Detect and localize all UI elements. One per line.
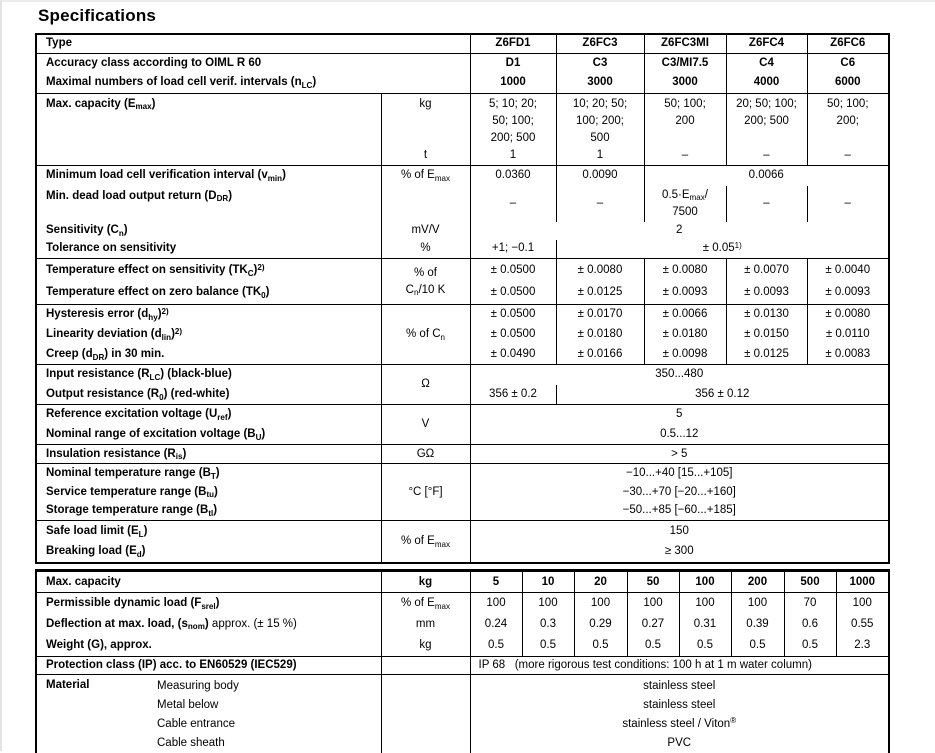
value-cell: ± 0.0070 bbox=[726, 259, 807, 282]
value-cell: ± 0.0500 bbox=[470, 259, 556, 282]
row-label: Maximal numbers of load cell verif. intervals $(n_{LC})$ bbox=[46, 76, 317, 91]
row-label: Breaking load $(E_d)$ bbox=[46, 545, 146, 559]
value-cell: ± 0.0066 bbox=[644, 305, 726, 325]
window-top-edge bbox=[0, 0, 935, 2]
model-header: Z6FD1 bbox=[470, 34, 556, 53]
value-cell: ± 0.0098 bbox=[644, 345, 726, 365]
value-cell: 0.5 bbox=[627, 635, 679, 657]
value-cell: +1; −0.1 bbox=[470, 240, 556, 259]
value-cell: ± 0.0500 bbox=[470, 282, 556, 305]
row-deflection bbox=[36, 614, 889, 635]
row-label: Insulation resistance $(R_{is})$ bbox=[36, 445, 381, 464]
capacity-header-cell: 10 bbox=[522, 571, 574, 593]
value-cell: ± 0.0500 bbox=[470, 325, 556, 345]
value-cell: – bbox=[644, 147, 726, 166]
row-label: Permissible dynamic load $(F_{srel})$ bbox=[36, 593, 381, 614]
row-label-suffix: approx. (± 15 %) bbox=[211, 617, 297, 630]
unit-cell: kg bbox=[381, 93, 470, 147]
material-part: Metal below bbox=[157, 698, 219, 711]
unit-cell: % of $E_{max}$ bbox=[381, 521, 470, 563]
material-value: stainless steel bbox=[643, 679, 716, 692]
value-cell: 0.5 bbox=[574, 635, 627, 657]
value-cell: 0.29 bbox=[574, 614, 627, 635]
value-cell: 2 bbox=[470, 222, 889, 240]
unit-cell: % of $C_n$ bbox=[381, 305, 470, 365]
material-value: stainless steel bbox=[643, 698, 716, 711]
material-part: Cable entrance bbox=[157, 717, 235, 730]
value-cell: – bbox=[726, 186, 807, 222]
unit-cell: % bbox=[381, 240, 470, 259]
row-label: Output resistance $(R_0)$ (red-white) bbox=[46, 387, 230, 402]
capacity-header-cell: 5 bbox=[470, 571, 522, 593]
material-part: Measuring body bbox=[157, 679, 239, 692]
value-cell: 0.5 bbox=[522, 635, 574, 657]
value-cell: ± 0.0500 bbox=[470, 305, 556, 325]
row-label: Service temperature range $(B_{tu})$ bbox=[46, 485, 218, 500]
unit-cell: mm bbox=[381, 614, 470, 635]
value-cell: 10; 20; 50; 100; 200; 500 bbox=[556, 93, 644, 147]
row-input-resistance bbox=[36, 365, 889, 385]
unit-cell: kg bbox=[381, 635, 470, 657]
value-cell: 1000 bbox=[470, 73, 556, 93]
value-cell: ≥ 300 bbox=[470, 542, 889, 563]
value-cell: C3 bbox=[556, 53, 644, 73]
material-part: Cable sheath bbox=[157, 736, 225, 749]
row-label: Creep $(d_{DR})$ in 30 min. bbox=[46, 347, 165, 362]
model-header: Z6FC3MI bbox=[644, 34, 726, 53]
row-label: Reference excitation voltage $(U_{ref})$ bbox=[36, 405, 381, 425]
unit-cell: kg bbox=[381, 571, 470, 593]
model-header: Z6FC4 bbox=[726, 34, 807, 53]
unit-cell: % of $C_n/10$ K bbox=[381, 259, 470, 305]
material-label: Material bbox=[46, 678, 90, 691]
value-cell: −10...+40 [15...+105] bbox=[470, 464, 889, 483]
row-label: Type bbox=[46, 37, 72, 50]
value-cell: 4000 bbox=[726, 73, 807, 93]
value-cell: C4 bbox=[726, 53, 807, 73]
row-label: Linearity deviation $(d_{lin})^{2)}$ bbox=[46, 326, 183, 342]
value-cell: 100 bbox=[574, 593, 627, 614]
value-cell: 356 ± 0.12 bbox=[556, 385, 889, 405]
value-cell: 100 bbox=[836, 593, 889, 614]
value-cell: – bbox=[726, 147, 807, 166]
value-cell: 5 bbox=[470, 405, 889, 425]
value-cell: 100 bbox=[627, 593, 679, 614]
value-cell: 3000 bbox=[644, 73, 726, 93]
value-cell: 0.5 bbox=[679, 635, 731, 657]
unit-cell: GΩ bbox=[381, 445, 470, 464]
value-cell: −50...+85 [−60...+185] bbox=[470, 502, 889, 521]
value-cell: ± 0.0180 bbox=[644, 325, 726, 345]
row-dynamic-load bbox=[36, 593, 889, 614]
row-label: Max. capacity bbox=[46, 575, 121, 588]
value-cell: ± $0.05^{1)}$ bbox=[556, 240, 889, 259]
value-cell: – bbox=[470, 186, 556, 222]
value-cell: ± 0.0125 bbox=[726, 345, 807, 365]
value-cell: ± 0.0180 bbox=[556, 325, 644, 345]
row-label: Minimum load cell verification interval $(v_{min})$ bbox=[36, 166, 381, 186]
capacity-header-cell: 200 bbox=[731, 571, 784, 593]
row-weight bbox=[36, 635, 889, 657]
row-insulation bbox=[36, 445, 889, 464]
row-max-capacity-kg bbox=[36, 93, 889, 147]
value-cell: ± 0.0125 bbox=[556, 282, 644, 305]
row-dead-load-return bbox=[36, 186, 889, 222]
row-safe-load bbox=[36, 521, 889, 542]
material-parts bbox=[157, 677, 239, 753]
row-label: Max. capacity $(E_{max})$ bbox=[36, 93, 381, 166]
row-capacity-header bbox=[36, 571, 889, 593]
value-cell: – bbox=[807, 147, 889, 166]
value-cell: 20; 50; 100; 200; 500 bbox=[726, 93, 807, 147]
row-label: Accuracy class according to OIML R 60 bbox=[36, 53, 470, 73]
value-cell: 1 bbox=[556, 147, 644, 166]
value-cell: 100 bbox=[522, 593, 574, 614]
value-cell: 1 bbox=[470, 147, 556, 166]
unit-cell bbox=[381, 674, 470, 753]
row-label bbox=[36, 614, 381, 635]
value-cell: 6000 bbox=[807, 73, 889, 93]
value-cell: 0.31 bbox=[679, 614, 731, 635]
unit-cell bbox=[381, 657, 470, 675]
row-tolerance bbox=[36, 240, 889, 259]
value-cell: ± 0.0166 bbox=[556, 345, 644, 365]
value-cell: 356 ± 0.2 bbox=[470, 385, 556, 405]
unit-cell: % of $E_{max}$ bbox=[381, 166, 470, 186]
specs-table-capacity bbox=[35, 569, 890, 753]
row-label: Temperature effect on zero balance $(TK_0)$ bbox=[46, 286, 270, 301]
value-cell: ± 0.0093 bbox=[644, 282, 726, 305]
value-cell: ± 0.0150 bbox=[726, 325, 807, 345]
row-verif-intervals bbox=[36, 73, 889, 93]
value-cell bbox=[470, 674, 889, 753]
material-value: stainless steel / Viton® bbox=[622, 716, 737, 730]
value-cell: IP 68 (more rigorous test conditions: 100 h at 1 m water column) bbox=[470, 657, 889, 675]
value-cell: ± 0.0083 bbox=[807, 345, 889, 365]
value-cell: 0.0360 bbox=[470, 166, 556, 186]
row-label: Min. dead load output return $(D_{DR})$ bbox=[46, 189, 233, 204]
value-cell: 350...480 bbox=[470, 365, 889, 385]
value-cell: 150 bbox=[470, 521, 889, 542]
value-cell: D1 bbox=[470, 53, 556, 73]
specs-table-main bbox=[35, 33, 890, 564]
row-sensitivity bbox=[36, 222, 889, 240]
model-header: Z6FC3 bbox=[556, 34, 644, 53]
material-values bbox=[474, 677, 886, 753]
value-cell: C3/MI7.5 bbox=[644, 53, 726, 73]
value-cell: 0.6 bbox=[784, 614, 836, 635]
value-cell: ± 0.0080 bbox=[644, 259, 726, 282]
value-cell: 0.5...12 bbox=[470, 425, 889, 445]
material-value: PVC bbox=[667, 736, 692, 749]
model-header: Z6FC6 bbox=[807, 34, 889, 53]
value-cell: 5; 10; 20; 50; 100; 200; 500 bbox=[470, 93, 556, 147]
capacity-header-cell: 50 bbox=[627, 571, 679, 593]
value-cell: > 5 bbox=[470, 445, 889, 464]
value-cell: 50; 100; 200 bbox=[644, 93, 726, 147]
unit-cell: mV/V bbox=[381, 222, 470, 240]
value-cell: 0.5 bbox=[731, 635, 784, 657]
row-label bbox=[36, 674, 381, 753]
unit-cell bbox=[381, 186, 470, 222]
row-label: Nominal temperature range $(B_T)$ bbox=[36, 464, 381, 483]
row-type bbox=[36, 34, 889, 53]
value-cell: ± 0.0130 bbox=[726, 305, 807, 325]
page-title: Specifications bbox=[38, 6, 157, 25]
row-nominal-temp bbox=[36, 464, 889, 483]
value-cell: 50; 100; 200; bbox=[807, 93, 889, 147]
row-label: Storage temperature range $(B_{tl})$ bbox=[46, 504, 218, 519]
value-cell: ± 0.0170 bbox=[556, 305, 644, 325]
unit-cell: Ω bbox=[381, 365, 470, 405]
value-cell: ± 0.0093 bbox=[807, 282, 889, 305]
value-cell: 2.3 bbox=[836, 635, 889, 657]
row-label: Weight (G), approx. bbox=[46, 638, 152, 651]
value-cell: 0.24 bbox=[470, 614, 522, 635]
capacity-header-cell: 1000 bbox=[836, 571, 889, 593]
value-cell: −30...+70 [−20...+160] bbox=[470, 483, 889, 502]
value-cell: 0.27 bbox=[627, 614, 679, 635]
capacity-header-cell: 100 bbox=[679, 571, 731, 593]
row-hysteresis bbox=[36, 305, 889, 325]
capacity-header-cell: 500 bbox=[784, 571, 836, 593]
value-cell: ± 0.0490 bbox=[470, 345, 556, 365]
value-cell: ± 0.0080 bbox=[807, 305, 889, 325]
unit-cell: °C [°F] bbox=[381, 464, 470, 521]
value-cell: ± 0.0080 bbox=[556, 259, 644, 282]
value-cell: 0.55 bbox=[836, 614, 889, 635]
value-cell: $0.5\cdot E_{max}/$ 7500 bbox=[644, 186, 726, 222]
row-label-bold: Deflection at max. load, $(s_{nom})$ bbox=[46, 617, 209, 632]
material-block bbox=[46, 677, 378, 753]
row-vmin bbox=[36, 166, 889, 186]
capacity-header-cell: 20 bbox=[574, 571, 627, 593]
value-cell: 100 bbox=[470, 593, 522, 614]
value-cell: C6 bbox=[807, 53, 889, 73]
value-cell: 0.0090 bbox=[556, 166, 644, 186]
value-cell: 100 bbox=[679, 593, 731, 614]
value-cell: ± 0.0110 bbox=[807, 325, 889, 345]
row-label: Hysteresis error $(d_{hy})^{2)}$ bbox=[36, 305, 381, 325]
row-label: Temperature effect on sensitivity $(TK_C)^{2)}$ bbox=[36, 259, 381, 282]
row-label: Tolerance on sensitivity bbox=[46, 242, 177, 255]
value-cell: – bbox=[556, 186, 644, 222]
row-tk-sensitivity bbox=[36, 259, 889, 282]
row-accuracy-class bbox=[36, 53, 889, 73]
value-cell: 70 bbox=[784, 593, 836, 614]
unit-cell: t bbox=[381, 147, 470, 166]
row-label: Nominal range of excitation voltage $(B_U)$ bbox=[46, 427, 266, 442]
value-cell: ± 0.0093 bbox=[726, 282, 807, 305]
value-cell: 0.5 bbox=[784, 635, 836, 657]
value-cell: ± 0.0040 bbox=[807, 259, 889, 282]
unit-cell: % of $E_{max}$ bbox=[381, 593, 470, 614]
row-protection-class bbox=[36, 657, 889, 675]
row-label: Sensitivity $(C_n)$ bbox=[46, 224, 128, 238]
value-cell: 100 bbox=[731, 593, 784, 614]
value-cell: 0.39 bbox=[731, 614, 784, 635]
value-cell: – bbox=[807, 186, 889, 222]
value-cell: 0.3 bbox=[522, 614, 574, 635]
row-label: Input resistance $(R_{LC})$ (black-blue) bbox=[36, 365, 381, 385]
row-ref-excitation bbox=[36, 405, 889, 425]
unit-cell: V bbox=[381, 405, 470, 445]
value-cell: 3000 bbox=[556, 73, 644, 93]
row-material bbox=[36, 674, 889, 753]
row-label: Safe load limit $(E_L)$ bbox=[36, 521, 381, 542]
row-label: Protection class (IP) acc. to EN60529 (IEC529) bbox=[36, 657, 381, 675]
value-cell: 0.0066 bbox=[644, 166, 889, 186]
value-cell: 0.5 bbox=[470, 635, 522, 657]
window-left-edge bbox=[0, 0, 2, 751]
